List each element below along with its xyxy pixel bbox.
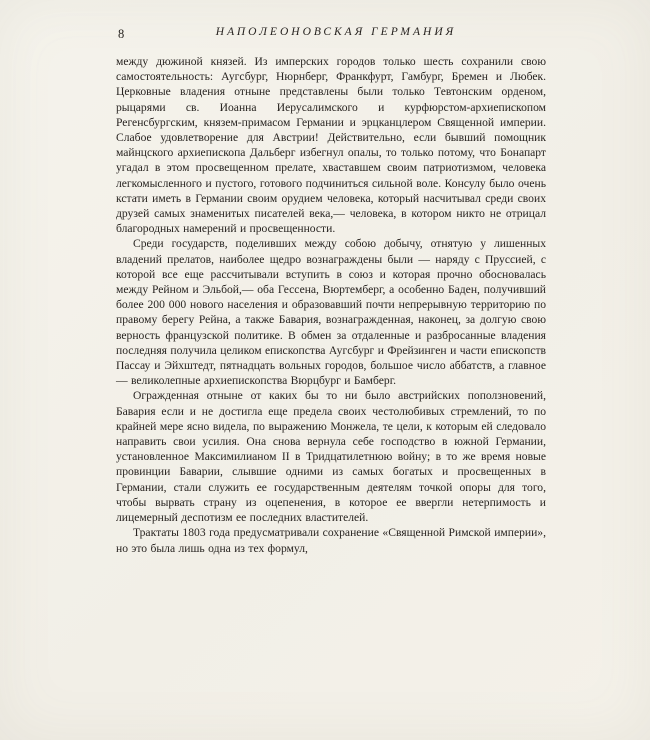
page-number: 8: [118, 27, 125, 41]
body-paragraph-4: Трактаты 1803 года предусматривали сохранение «Священной Римской империи», но это была лишь одна из тех формул,: [116, 526, 546, 555]
body-paragraph-3: Огражденная отныне от каких бы то ни было австрийских поползновений, Бавария если и не достигла еще предела своих честолюбивых стремлений, то по крайней мере ясно видела, по выражению Монжела, те цели, к которым ей следовало направить свои усилия. Она снова вернула себе господство в южной Германии, установленное Максимилианом II в Тридцатилетнюю войну; в то же время новые провинции Баварии, слывшие одними из самых богатых и просвещенных в Германии, стали служить ее государственным деятелям точкой опоры для того, чтобы вырвать страну из оцепенения, в которое ее ввергли нетерпимость и лицемерный деспотизм ее последних властителей.: [116, 389, 546, 525]
page-content: [116, 26, 546, 556]
body-paragraph-1: между дюжиной князей. Из имперских городов только шесть сохранили свою самостоятельность: Аугсбург, Нюрнберг, Франкфурт, Гамбург, Бремен и Любек. Церковные владения отныне представлены были только Тевтонским орденом, рыцарями св. Иоанна Иерусалимского и курфюрстом-архиепископом Регенсбургским, князем-примасом Германии и эрцканцлером Священной империи. Слабое удовлетворение для Австрии! Действительно, если бывший помощник майнцского архиепископа Дальберг избегнул опалы, то только потому, что Бонапарт угадал в этом просвещенном прелате, хваставшем своим патриотизмом, человека легкомысленного и пустого, готового подчиниться сильной воле. Консулу было очень кстати иметь в Германии своим орудием человека, который насчитывал среди своих друзей самых знаменитых писателей века,— человека, в котором никто не отрицал благородных намерений и просвещенности.: [116, 55, 546, 236]
running-head: [116, 26, 546, 46]
body-text: [116, 54, 546, 556]
body-paragraph-2: Среди государств, поделивших между собою добычу, отнятую у лишенных владений прелатов, наиболее щедро вознаграждены были — наряду с Пруссией, с которой все еще рассчитывали вступить в союз и которая прочно обосновалась между Рейном и Эльбой,— оба Гессена, Вюртемберг, а особенно Баден, получивший более 200 000 нового населения и образовавший почти непрерывную территорию по правому берегу Рейна, а также Бавария, вознагражденная, наконец, за долгую свою верность французской политике. В обмен за отдаленные и разбросанные владения последняя получила целиком епископства Аугсбург и Фрейзинген и части епископств Пассау и Эйхштедт, пятнадцать вольных городов, большое число аббатств, а главное — великолепные архиепископства Вюрцбург и Бамберг.: [116, 237, 546, 388]
running-title: НАПОЛЕОНОВСКАЯ ГЕРМАНИЯ: [215, 26, 457, 38]
